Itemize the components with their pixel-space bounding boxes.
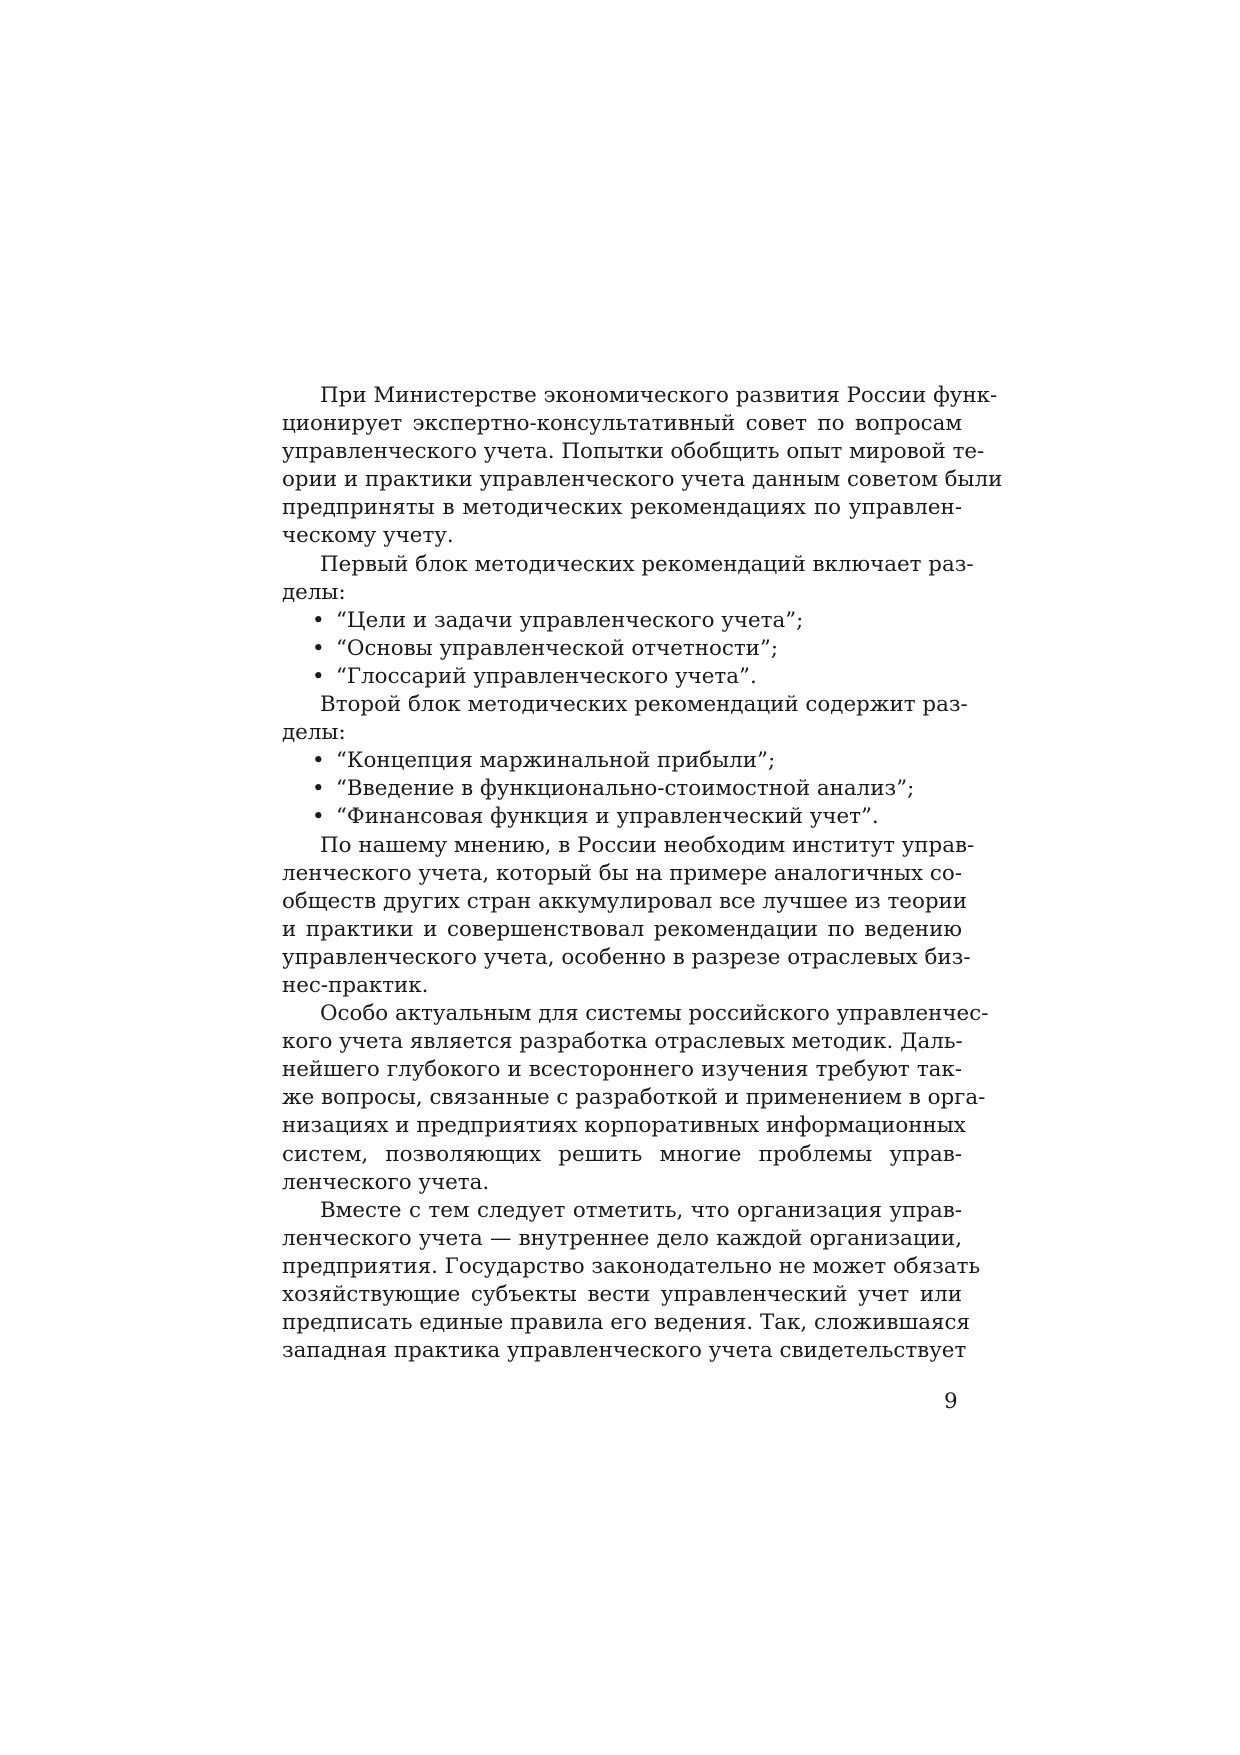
bullet-icon: •	[312, 776, 325, 802]
bullet-icon: •	[312, 748, 325, 774]
text-line: По нашему мнению, в России необходим институт управ-	[320, 832, 975, 858]
text-line: Особо актуальным для системы российского управленчес-	[320, 1001, 989, 1027]
list-item	[282, 635, 962, 663]
bullet-icon: •	[312, 804, 325, 830]
text-line: управленческого учета, особенно в разрезе отраслевых биз-	[282, 944, 971, 970]
text-line: ческому учету.	[282, 523, 454, 549]
list-item-text: “Финансовая функция и управленческий учет”.	[336, 804, 879, 830]
paragraph	[282, 691, 968, 747]
text-line: хозяйствующие субъекты вести управленческий учет или	[282, 1282, 962, 1307]
text-line: нес-практик.	[282, 972, 429, 998]
paragraph	[282, 1197, 981, 1366]
text-line: ленческого учета, который бы на примере аналогичных со-	[282, 860, 962, 886]
paragraph	[282, 832, 975, 1001]
bullet-list	[282, 607, 962, 691]
text-line: предприятия. Государство законодательно не может обязать	[282, 1253, 981, 1279]
text-line: низациях и предприятиях корпоративных информационных	[282, 1113, 966, 1139]
text-line: ционирует экспертно-консультативный совет по вопросам	[282, 411, 962, 437]
text-line: ленческого учета.	[282, 1169, 490, 1195]
bullet-icon: •	[312, 607, 325, 633]
list-item	[282, 775, 962, 803]
page-number: 9	[944, 1389, 958, 1414]
list-item	[282, 747, 962, 775]
text-line: ории и практики управленческого учета данным советом были	[282, 467, 1003, 493]
text-line: управленческого учета. Попытки обобщить опыт мировой те-	[282, 439, 985, 465]
list-item	[282, 607, 962, 635]
text-line: делы:	[282, 579, 346, 605]
text-line: предприняты в методических рекомендациях по управлен-	[282, 495, 962, 521]
paragraph	[282, 551, 974, 607]
list-item	[282, 803, 962, 831]
list-item-text: “Основы управленческой отчетности”;	[336, 635, 779, 661]
text-line: предписать единые правила его ведения. Так, сложившаяся	[282, 1310, 970, 1336]
text-line: Первый блок методических рекомендаций включает раз-	[320, 551, 974, 577]
text-line: Вместе с тем следует отметить, что организация управ-	[320, 1197, 962, 1223]
list-item-text: “Концепция маржинальной прибыли”;	[336, 748, 776, 774]
text-line: западная практика управленческого учета свидетельствует	[282, 1338, 967, 1364]
text-line: кого учета является разработка отраслевых методик. Даль-	[282, 1029, 963, 1055]
list-item-text: “Введение в функционально-стоимостной анализ”;	[336, 776, 915, 802]
paragraph	[282, 1000, 989, 1197]
text-line: нейшего глубокого и всестороннего изучения требуют так-	[282, 1057, 962, 1083]
text-line: систем, позволяющих решить многие проблемы управ-	[282, 1141, 962, 1167]
text-line: обществ других стран аккумулировал все лучшее из теории	[282, 888, 968, 914]
text-line: и практики и совершенствовал рекомендации по ведению	[282, 916, 962, 942]
paragraph	[282, 382, 1003, 551]
text-line: Второй блок методических рекомендаций содержит раз-	[320, 692, 968, 718]
page-text	[282, 382, 1003, 1365]
bullet-icon: •	[312, 635, 325, 661]
bullet-icon: •	[312, 663, 325, 689]
list-item-text: “Глоссарий управленческого учета”.	[336, 663, 757, 689]
text-line: же вопросы, связанные с разработкой и применением в орга-	[282, 1085, 986, 1111]
text-line: ленческого учета — внутреннее дело каждой организации,	[282, 1225, 962, 1251]
list-item	[282, 663, 962, 691]
text-line: делы:	[282, 720, 346, 746]
list-item-text: “Цели и задачи управленческого учета”;	[336, 607, 804, 633]
text-line: При Министерстве экономического развития России функ-	[320, 383, 998, 408]
bullet-list	[282, 747, 962, 831]
